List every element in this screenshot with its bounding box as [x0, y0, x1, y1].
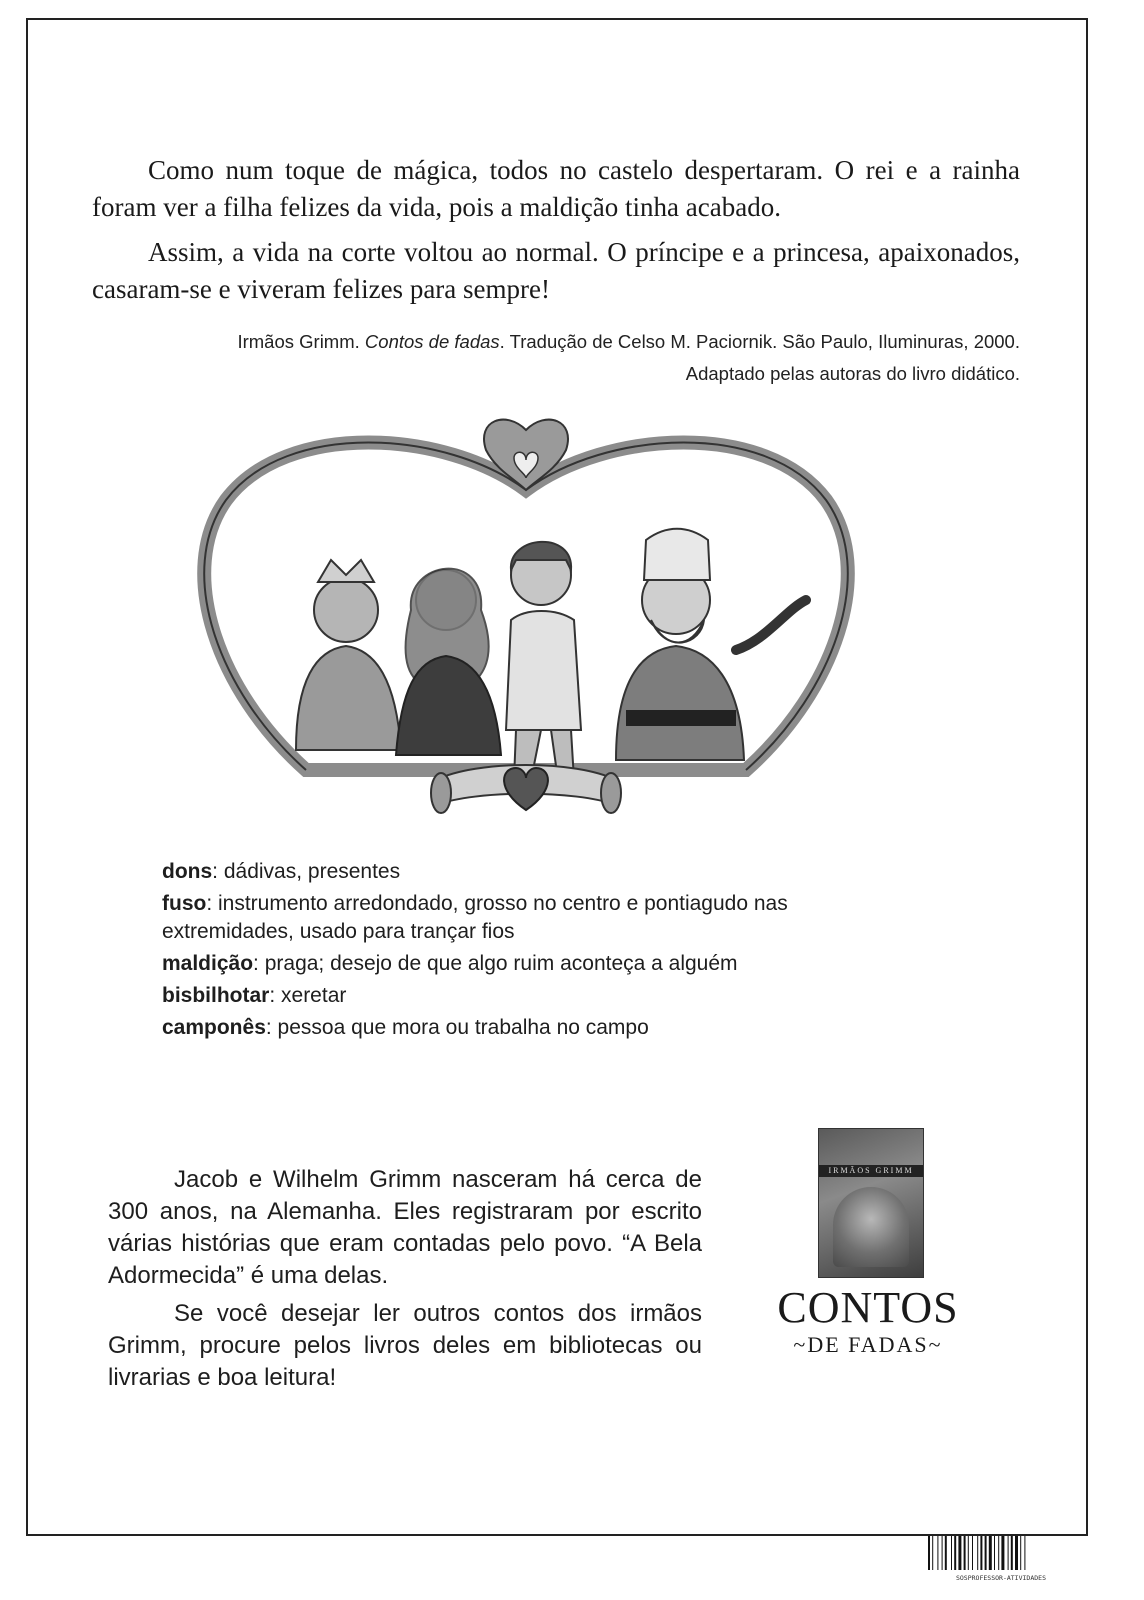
barcode-bar — [977, 1536, 978, 1570]
barcode-bar — [994, 1536, 995, 1570]
barcode-bar — [985, 1536, 987, 1570]
glossary-term: fuso — [162, 892, 207, 915]
glossary-term: maldição — [162, 952, 254, 975]
glossary-definition: : instrumento arredondado, grosso no centro e pontiagudo nas extremidades, usado para trançar fios — [162, 892, 788, 943]
glossary-entry-bisbilhotar — [162, 982, 882, 1010]
barcode-bar — [954, 1536, 956, 1570]
barcode-label: SOSPROFESSOR-ATIVIDADES — [955, 1574, 1046, 1582]
princess-figure-icon — [396, 569, 501, 755]
story-paragraph-1: Como num toque de mágica, todos no castelo despertaram. O rei e a rainha foram ver a filha felizes da vida, pois a maldição tinha acabado. — [92, 155, 1020, 222]
story-paragraph-2: Assim, a vida na corte voltou ao normal. O príncipe e a princesa, apaixonados, casaram-se e viveram felizes para sempre! — [92, 237, 1020, 304]
barcode-bar — [942, 1536, 943, 1570]
barcode-bar — [1024, 1536, 1025, 1570]
barcode-bar — [1015, 1536, 1018, 1570]
book-art-icon — [833, 1187, 909, 1267]
glossary — [162, 858, 882, 1046]
barcode-bar — [958, 1536, 961, 1570]
royal-family-illustration — [196, 410, 856, 830]
barcode-bar — [932, 1536, 933, 1570]
book-title: CONTOS — [777, 1283, 959, 1332]
queen-figure-icon — [296, 560, 401, 750]
citation — [237, 326, 1020, 358]
glossary-definition: : pessoa que mora ou trabalha no campo — [265, 1016, 649, 1039]
about-grimm — [108, 1164, 702, 1400]
barcode-bar — [989, 1536, 992, 1570]
barcode-icon — [926, 1534, 1076, 1574]
story-text — [92, 152, 1020, 316]
barcode — [926, 1534, 1076, 1586]
barcode-bar — [951, 1536, 952, 1570]
citation-rest: . Tradução de Celso M. Paciornik. São Paulo, Iluminuras, 2000. — [499, 331, 1020, 352]
glossary-definition: : praga; desejo de que algo ruim aconteça a alguém — [253, 952, 738, 975]
barcode-bar — [972, 1536, 973, 1570]
barcode-bar — [945, 1536, 947, 1570]
about-paragraph-1: Jacob e Wilhelm Grimm nasceram há cerca de 300 anos, na Alemanha. Eles registraram por escrito várias histórias que eram contadas pelo povo. “A Bela Adormecida” é uma delas. — [108, 1166, 702, 1289]
glossary-term: bisbilhotar — [162, 984, 270, 1007]
about-paragraph-2: Se você desejar ler outros contos dos irmãos Grimm, procure pelos livros deles em bibliotecas ou livrarias e boa leitura! — [108, 1300, 702, 1391]
book-cover — [818, 1128, 924, 1278]
barcode-bar — [1001, 1536, 1004, 1570]
book-cover-image — [762, 1128, 974, 1388]
glossary-definition: : dádivas, presentes — [212, 860, 401, 883]
barcode-bar — [998, 1536, 999, 1570]
barcode-bar — [980, 1536, 982, 1570]
barcode-bar — [1011, 1536, 1013, 1570]
barcode-bar — [1008, 1536, 1009, 1570]
scroll-heart-icon — [431, 765, 621, 813]
glossary-term: dons — [162, 860, 213, 883]
book-author-band: IRMÃOS GRIMM — [819, 1165, 923, 1177]
glossary-entry-campones — [162, 1014, 882, 1042]
glossary-entry-fuso — [162, 890, 882, 946]
barcode-bar — [928, 1536, 930, 1570]
citation-work: Contos de fadas — [364, 331, 500, 352]
barcode-bar — [964, 1536, 966, 1570]
barcode-bar — [968, 1536, 969, 1570]
book-subtitle: ~DE FADAS~ — [793, 1332, 943, 1357]
glossary-definition: : xeretar — [269, 984, 347, 1007]
glossary-term: camponês — [162, 1016, 266, 1039]
barcode-bar — [937, 1536, 938, 1570]
source-credit — [237, 326, 1020, 390]
citation-author: Irmãos Grimm. — [237, 331, 360, 352]
glossary-entry-maldicao — [162, 950, 882, 978]
adaptation-note: Adaptado pelas autoras do livro didático. — [685, 363, 1020, 384]
king-figure-icon — [616, 529, 806, 760]
glossary-entry-dons — [162, 858, 882, 886]
barcode-bar — [1020, 1536, 1021, 1570]
prince-figure-icon — [506, 542, 581, 780]
